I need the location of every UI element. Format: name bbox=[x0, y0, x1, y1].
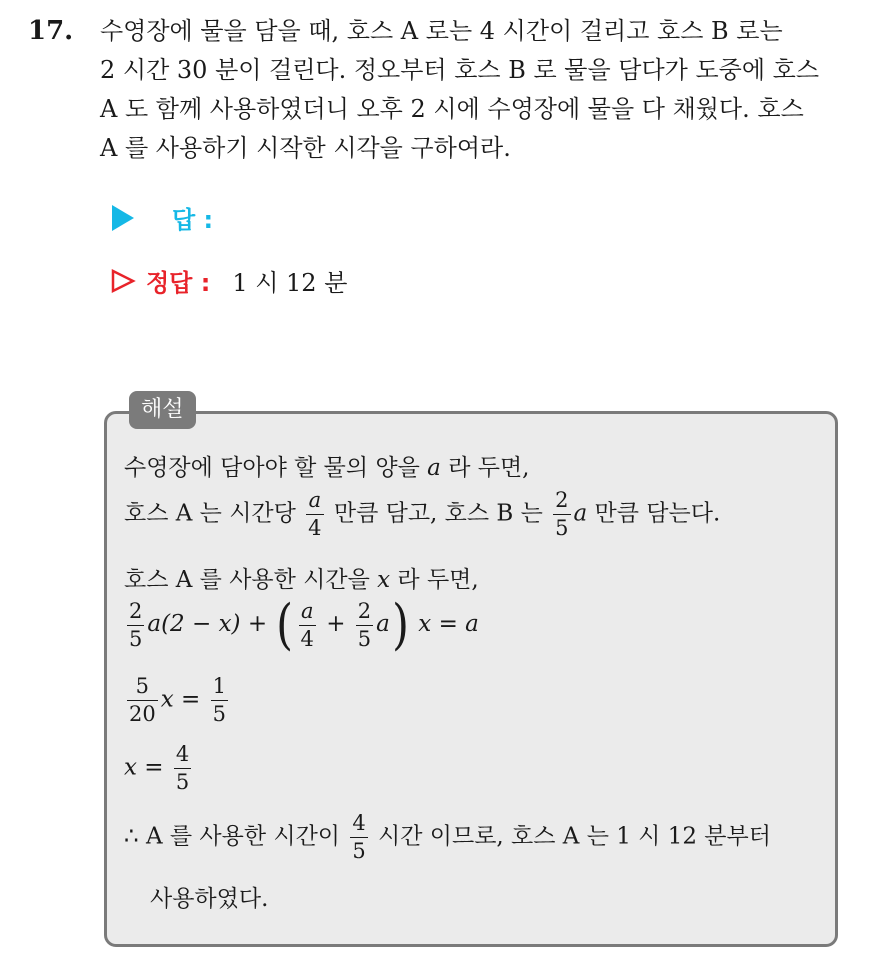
denominator: 5 bbox=[212, 702, 226, 726]
fraction bbox=[356, 598, 373, 651]
numerator: a bbox=[306, 490, 323, 515]
question-number: 17. bbox=[28, 16, 74, 46]
text: 수영장에 담아야 할 물의 양을 bbox=[124, 455, 428, 481]
question-line: 수영장에 물을 담을 때, 호스 A 로는 4 시간이 걸리고 호스 B 로는 bbox=[100, 17, 783, 45]
question-line: 2 시간 30 분이 걸린다. 정오부터 호스 B 로 물을 담다가 도중에 호스 bbox=[100, 56, 820, 84]
text: 만큼 담고, 호스 B 는 bbox=[333, 500, 551, 527]
numerator: 5 bbox=[127, 676, 158, 701]
expression: a(2 − x) + bbox=[147, 611, 268, 637]
expression: x = bbox=[124, 754, 164, 781]
denominator: 5 bbox=[357, 626, 372, 651]
denominator: 5 bbox=[175, 770, 190, 794]
equation-1 bbox=[124, 593, 479, 656]
play-triangle-icon bbox=[112, 205, 134, 231]
denominator: 5 bbox=[129, 626, 143, 651]
answer-label: 답 : bbox=[172, 206, 214, 234]
conclusion-line bbox=[124, 813, 771, 862]
numerator: 2 bbox=[356, 601, 373, 626]
conclusion-line-2: 사용하였다. bbox=[150, 886, 269, 912]
text: 호스 A 는 시간당 bbox=[124, 500, 304, 527]
variable: x bbox=[377, 567, 391, 593]
denominator: 5 bbox=[555, 516, 569, 540]
text: 호스 A 를 사용한 시간을 bbox=[124, 567, 378, 593]
correct-answer-label: 정답 : bbox=[146, 269, 211, 297]
explanation-tab: 해설 bbox=[129, 391, 196, 429]
text: 만큼 담는다. bbox=[587, 500, 721, 527]
text: 시간 이므로, 호스 A 는 1 시 12 분부터 bbox=[378, 823, 771, 850]
outline-triangle-icon bbox=[110, 268, 136, 294]
operator: + bbox=[326, 611, 346, 637]
correct-answer-value: 1 시 12 분 bbox=[232, 269, 348, 297]
numerator: a bbox=[299, 601, 316, 626]
left-paren: ( bbox=[276, 593, 294, 656]
numerator: 4 bbox=[350, 813, 367, 838]
explanation-line-3 bbox=[124, 561, 479, 594]
numerator: 2 bbox=[127, 601, 144, 626]
question-text bbox=[100, 12, 865, 168]
explanation-line-2 bbox=[124, 490, 720, 539]
denominator: 5 bbox=[352, 839, 366, 863]
numerator: 2 bbox=[553, 490, 570, 515]
right-paren: ) bbox=[391, 593, 409, 656]
fraction bbox=[211, 676, 228, 725]
fraction bbox=[127, 676, 158, 725]
expression: x = a bbox=[418, 611, 479, 637]
fraction bbox=[553, 490, 570, 539]
denominator: 4 bbox=[300, 626, 314, 651]
variable: a bbox=[427, 455, 441, 481]
equation-3 bbox=[124, 744, 194, 793]
variable: a bbox=[573, 500, 588, 527]
text: 라 두면, bbox=[440, 455, 530, 481]
text: 라 두면, bbox=[390, 567, 479, 593]
equation-2 bbox=[124, 676, 231, 725]
answer-row bbox=[112, 200, 213, 235]
fraction bbox=[127, 598, 144, 651]
fraction bbox=[306, 490, 323, 539]
denominator: 20 bbox=[129, 702, 156, 726]
fraction bbox=[350, 813, 367, 862]
denominator: 4 bbox=[308, 516, 322, 540]
fraction bbox=[174, 744, 191, 793]
correct-answer-row bbox=[110, 263, 347, 298]
question-line: A 를 사용하기 시작한 시각을 구하여라. bbox=[100, 134, 511, 162]
expression: x = bbox=[160, 686, 201, 713]
numerator: 1 bbox=[211, 676, 228, 701]
variable: a bbox=[376, 611, 390, 637]
explanation-line-1 bbox=[124, 449, 529, 482]
question-line: A 도 함께 사용하였더니 오후 2 시에 수영장에 물을 다 채웠다. 호스 bbox=[100, 95, 804, 123]
text: ∴ A 를 사용한 시간이 bbox=[124, 823, 348, 850]
numerator: 4 bbox=[174, 744, 191, 769]
fraction bbox=[299, 598, 316, 651]
